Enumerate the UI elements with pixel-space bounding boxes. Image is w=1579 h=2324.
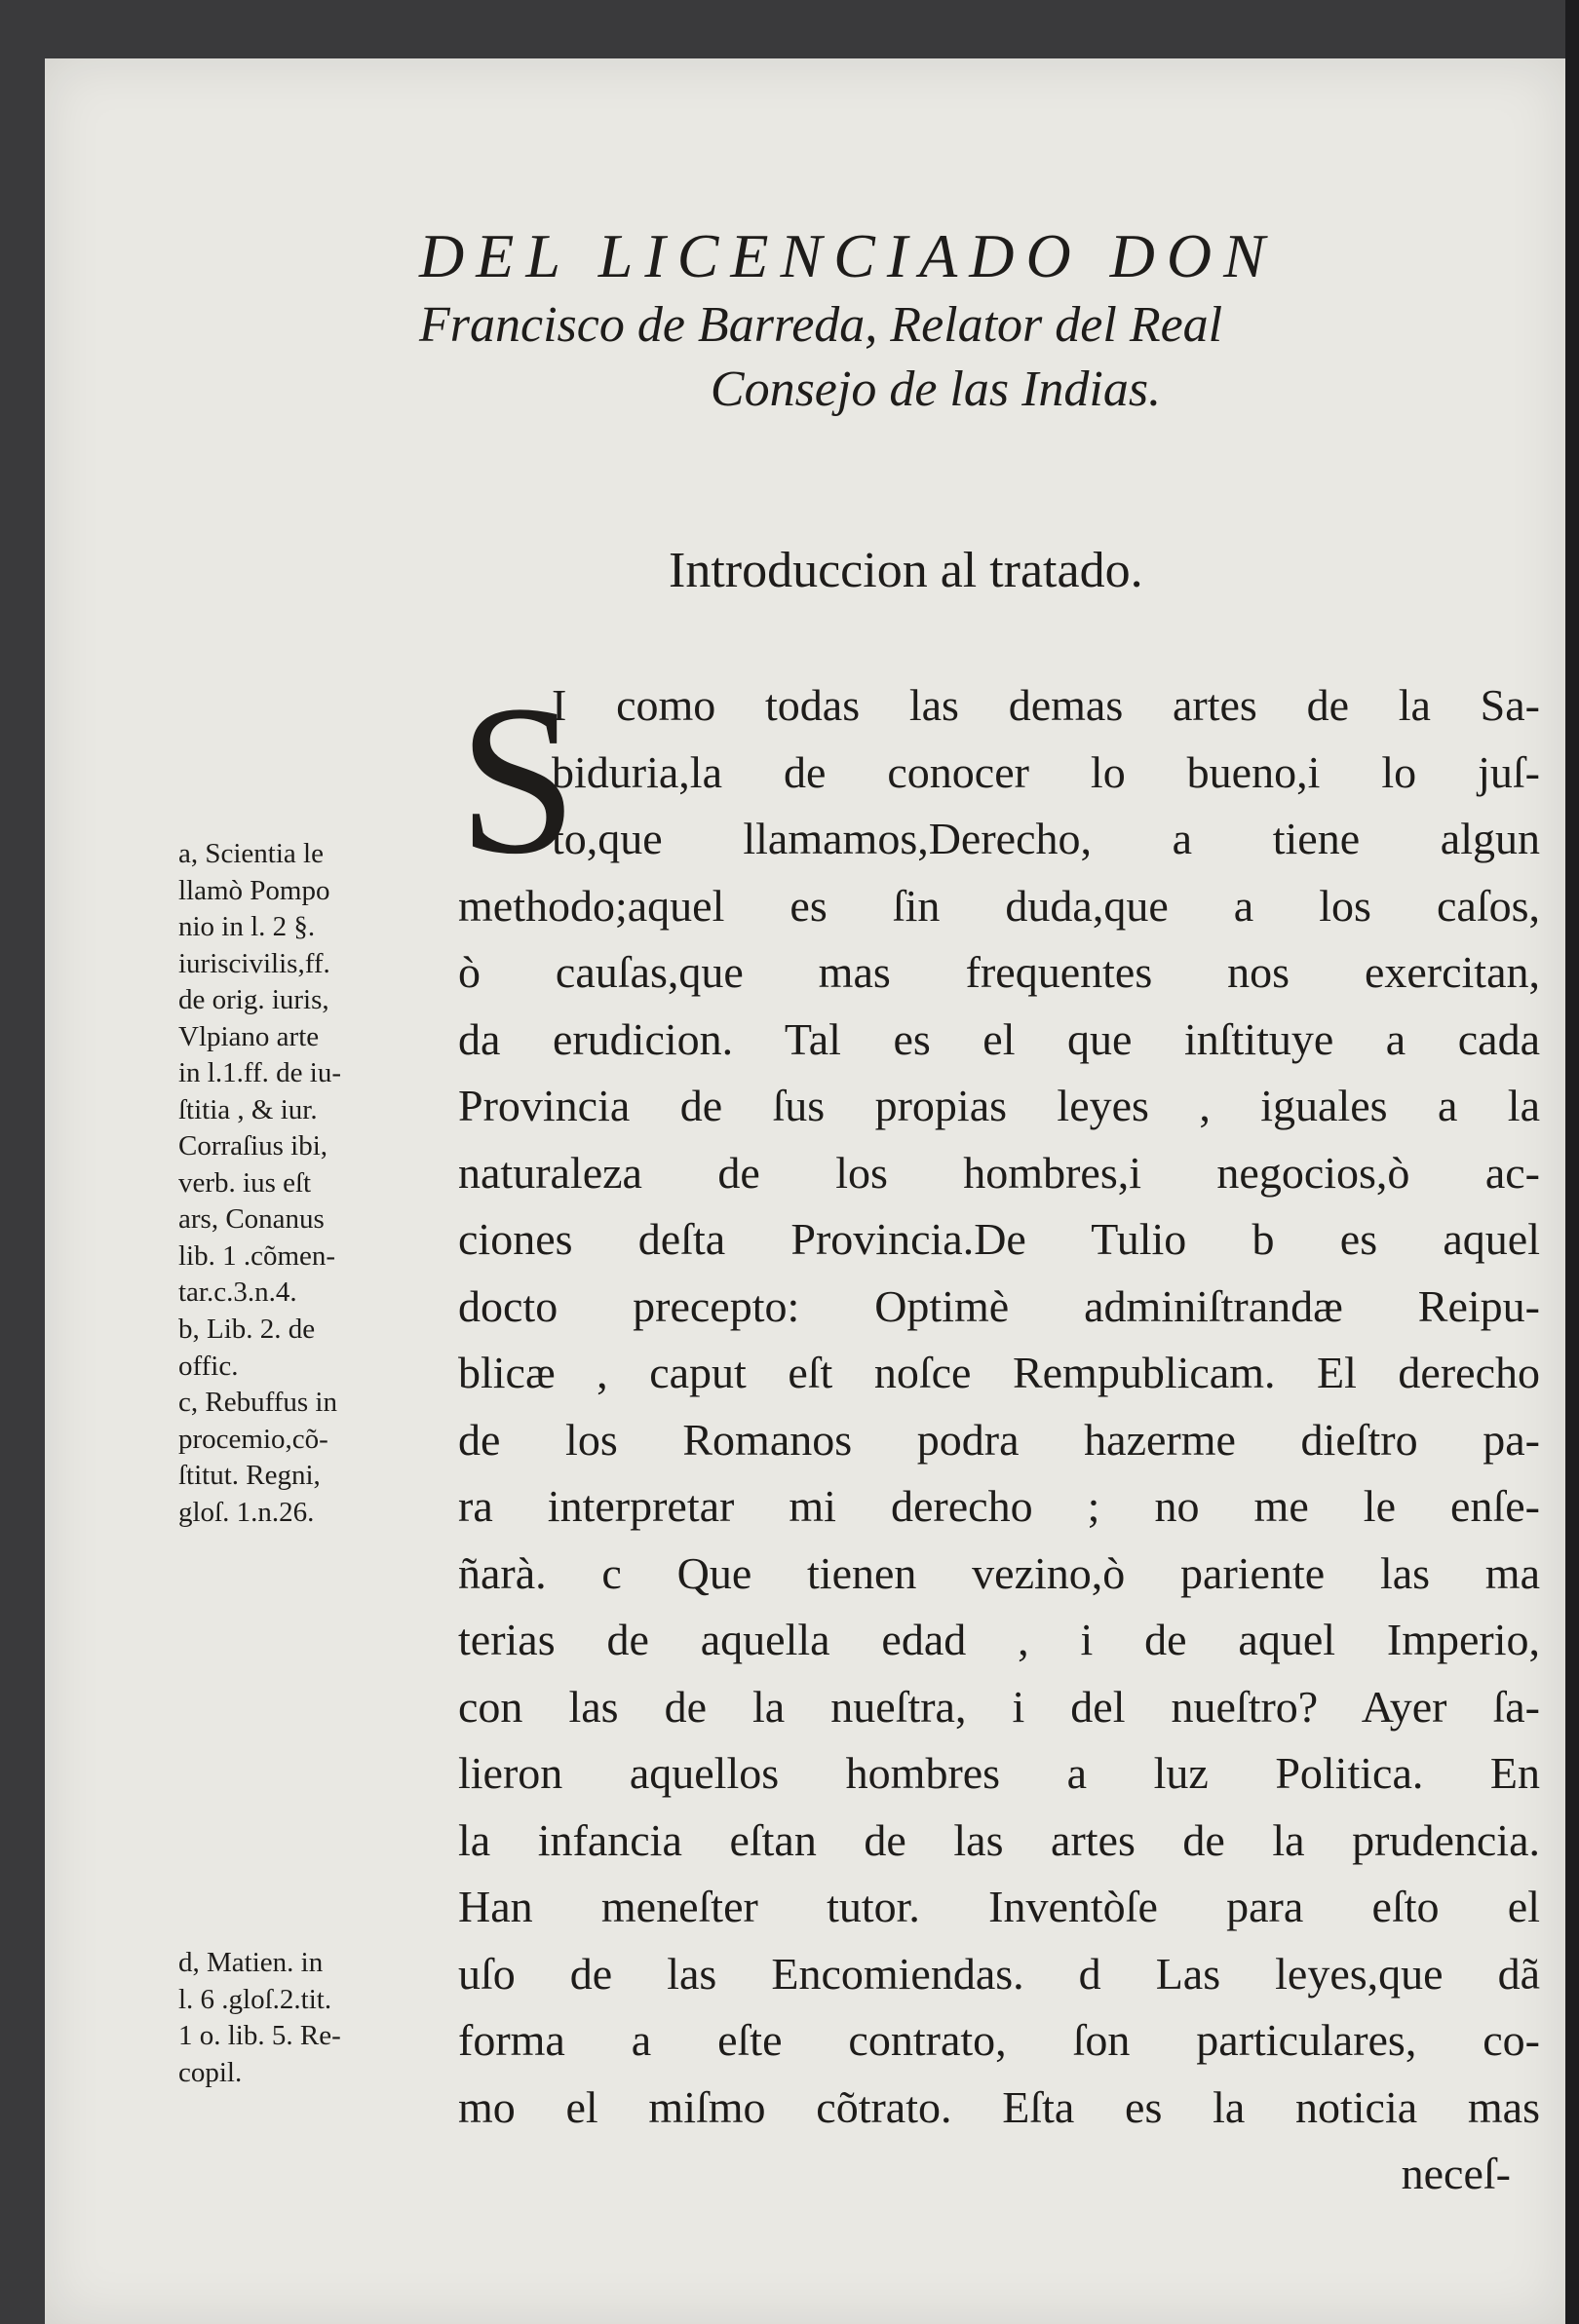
note-line: nio in l. 2 §. <box>178 911 316 942</box>
note-line: procemio,cõ- <box>178 1423 328 1455</box>
heading-line-2: Francisco de Barreda, Relator del Real <box>419 297 1223 353</box>
body-line: ra interpretar mi derecho ; no me le enſe- <box>458 1481 1540 1531</box>
note-line: gloſ. 1.n.26. <box>178 1496 315 1528</box>
body-line: docto precepto: Optimè adminiſtrandæ Reipu- <box>458 1280 1540 1331</box>
margin-note-a <box>178 836 442 1312</box>
body-line: la infancia eſtan de las artes de la prudencia. <box>458 1814 1540 1865</box>
note-line: ſtitut. Regni, <box>178 1460 321 1491</box>
note-line: d, Matien. in <box>178 1947 324 1978</box>
note-line: de orig. iuris, <box>178 984 329 1015</box>
body-line: ò cauſas,que mas frequentes nos exercitan, <box>458 947 1540 997</box>
note-line: tar.c.3.n.4. <box>178 1276 297 1308</box>
note-line: Vlpiano arte <box>178 1020 320 1052</box>
body-line: con las de la nueſtra, i del nueſtro? Ayer ſa- <box>458 1681 1540 1732</box>
body-line: lieron aquellos hombres a luz Politica. En <box>458 1748 1540 1798</box>
note-line: verb. ius eſt <box>178 1166 312 1199</box>
note-line: lib. 1 .cõmen- <box>178 1239 336 1272</box>
heading-block <box>419 219 1530 422</box>
body-line: naturaleza de los hombres,i negocios,ò ac- <box>458 1147 1540 1198</box>
body-line: de los Romanos podra hazerme dieſtro pa- <box>458 1414 1540 1465</box>
note-line: llamò Pompo <box>178 874 330 906</box>
body-line: blicæ , caput eſt noſce Rempublicam. El derecho <box>458 1348 1540 1397</box>
heading-line-3: Consejo de las Indias. <box>710 362 1162 417</box>
note-line: a, Scientia le <box>178 838 324 869</box>
body-line: I como todas las demas artes de la Sa- <box>552 680 1540 730</box>
margin-note-c <box>178 1385 442 1531</box>
note-line: l. 6 .gloſ.2.tit. <box>178 1983 332 2015</box>
note-line: c, Rebuffus in <box>178 1387 337 1418</box>
body-line: terias de aquella edad , i de aquel Imperio, <box>458 1615 1540 1664</box>
body-line: ñarà. c Que tienen vezino,ò pariente las ma <box>458 1547 1540 1598</box>
body-line: methodo;aquel es ſin duda,que a los caſos, <box>458 880 1540 931</box>
body-line: ciones deſta Provincia.De Tulio b es aquel <box>458 1214 1540 1264</box>
margin-note-b <box>178 1312 442 1385</box>
body-line: Provincia de ſus propias leyes , iguales a la <box>458 1081 1540 1130</box>
scan-edge-strip <box>1565 0 1579 2324</box>
body-line: to,que llamamos,Derecho, a tiene algun <box>552 814 1540 863</box>
drop-cap: S <box>458 661 578 898</box>
body-line: biduria,la de conocer lo bueno,i lo juſ- <box>552 746 1540 797</box>
body-line: Han meneſter tutor. Inventòſe para eſto el <box>458 1882 1540 1931</box>
note-line: ſtitia , & iur. <box>178 1093 318 1125</box>
note-line: b, Lib. 2. de <box>178 1314 316 1345</box>
note-line: offic. <box>178 1350 239 1382</box>
heading-line-1: DEL LICENCIADO DON <box>419 221 1277 290</box>
note-line: copil. <box>178 2056 243 2088</box>
body-line: forma a eſte contrato, ſon particulares, co- <box>458 2015 1540 2065</box>
note-line: in l.1.ff. de iu- <box>178 1057 341 1088</box>
body-text <box>458 661 1540 2208</box>
body-line: mo el miſmo cõtrato. Eſta es la noticia mas <box>458 2081 1540 2132</box>
note-line: ars, Conanus <box>178 1203 325 1235</box>
section-title: Introduccion al tratado. <box>669 543 1143 598</box>
note-line: iuriscivilis,ff. <box>178 947 330 979</box>
body-line-catchword: neceſ- <box>1401 2149 1511 2198</box>
body-line: da erudicion. Tal es el que inſtituye a cada <box>458 1013 1540 1064</box>
note-line: Corraſius ibi, <box>178 1130 328 1162</box>
body-line: uſo de las Encomiendas. d Las leyes,que dã <box>458 1948 1540 1999</box>
margin-note-d <box>178 1945 442 2091</box>
note-line: 1 o. lib. 5. Re- <box>178 2020 341 2051</box>
